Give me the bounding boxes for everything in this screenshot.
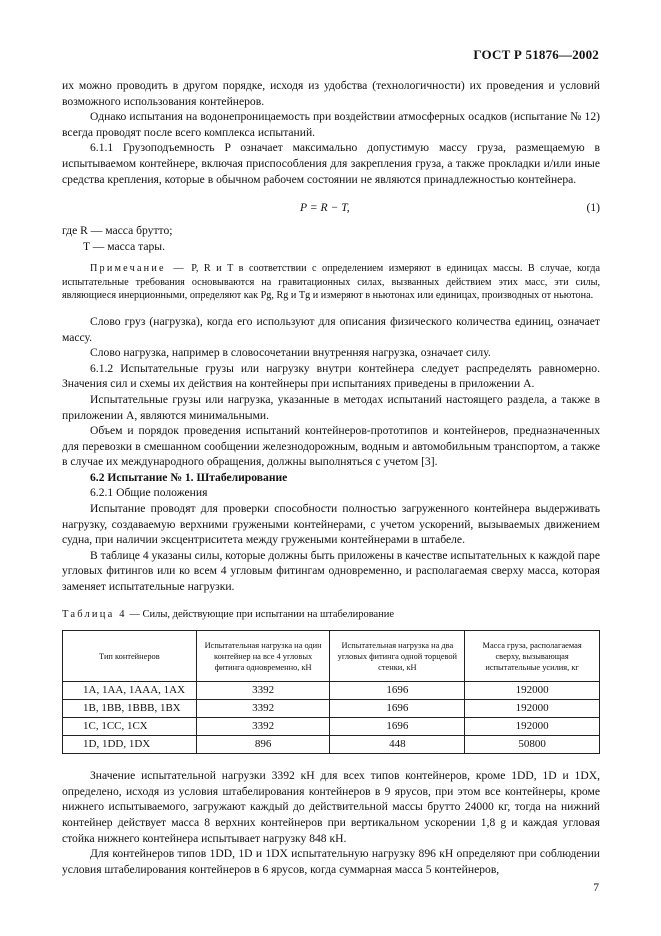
clause-6-1-1: 6.1.1 Грузоподъемность P означает максимально допустимую массу груза, размещаемую в испытываемом контейнере, включая приспособления для закрепления груза, а также прокладки и/или иные средства крепления, которые в обычном рабочем состоянии не являются принадлежностью контейнера. (62, 141, 600, 186)
note-label: Примечание — (90, 263, 186, 275)
column-header: Масса груза, располагаемая сверху, вызывающая испытательные усилия, кг (465, 631, 600, 682)
table-row (63, 736, 600, 754)
table-header-row (63, 631, 600, 682)
table-caption (62, 607, 600, 623)
paragraph: Испытание проводят для проверки способности полностью загруженного контейнера выдерживать нагрузку, создаваемую верхними гружеными контейнерами, с учетом ускорений, вызываемых движением судна, при наличии эксцентриситета между гружеными контейнерами в штабеле. (62, 502, 600, 547)
forces-table (62, 630, 600, 754)
formula-block (62, 197, 600, 219)
paragraph: Значение испытательной нагрузки 3392 кН для всех типов контейнеров, кроме 1DD, 1D и 1DX, определено, исходя из условия штабелирования контейнеров в 9 ярусов, при этом все контейнеры, кроме нижнего испытываемого, загружают каждый до действительной массы брутто 24000 кг, тогда на нижний контейнер действует масса 8 верхних контейнеров при вертикальном ускорении 1,8 g и каждая угловая стойка нижнего контейнера испытывает нагрузку 848 кН. (62, 769, 600, 845)
table-row (63, 718, 600, 736)
table-cell: 896 (196, 736, 330, 754)
paragraph: Однако испытания на водонепроницаемость при воздействии атмосферных осадков (испытание № 12) всегда проводят после всего комплекса испытаний. (62, 110, 600, 139)
note (62, 262, 600, 302)
paragraph: В таблице 4 указаны силы, которые должны быть приложены в качестве испытательных к каждой паре угловых фитингов или ко всем 4 угловым фитингам одновременно, и располагаемая сверху масса, которая заменяет испытательные нагрузки. (62, 548, 600, 594)
section-heading: 6.2 Испытание № 1. Штабелирование (90, 470, 288, 484)
standard-header: ГОСТ Р 51876—2002 (473, 47, 599, 62)
column-header: Испытательная нагрузка на два угловых фитинга одной торцевой стенки, кН (330, 631, 465, 682)
formula-legend-line: T — масса тары. (83, 239, 165, 253)
table-cell: 1D, 1DD, 1DX (63, 736, 197, 754)
table-caption-text: — Силы, действующие при испытании на штабелирование (126, 608, 395, 620)
table-row (63, 700, 600, 718)
formula-number: (1) (586, 201, 600, 215)
paragraph: Слово нагрузка, например в словосочетании внутренняя нагрузка, означает силу. (90, 346, 491, 360)
paragraph: Объем и порядок проведения испытаний контейнеров-прототипов и контейнеров, предназначенных для перевозки в смешанном сообщении железнодорожным, водным и автомобильным транспортом, а также в случае их международного обращения, должны выполняться с учетом [3]. (62, 424, 600, 469)
table-cell: 3392 (196, 700, 330, 718)
table-cell: 192000 (465, 718, 600, 736)
page-body (62, 78, 600, 877)
subsection-heading: 6.2.1 Общие положения (90, 486, 208, 500)
paragraph: Испытательные грузы или нагрузка, указанные в методах испытаний настоящего раздела, а также в приложении А, являются минимальными. (62, 392, 600, 422)
paragraph: Для контейнеров типов 1DD, 1D и 1DX испытательную нагрузку 896 кН определяют при соблюдении условия штабелирования контейнеров в 6 ярусов, когда суммарная масса 5 контейнеров, (62, 847, 600, 876)
table-cell: 1В, 1ВВ, 1ВВВ, 1ВХ (63, 700, 197, 718)
paragraph: Слово груз (нагрузка), когда его используют для описания физического количества единиц, означает массу. (62, 314, 600, 344)
column-header: Тип контейнеров (63, 631, 197, 682)
table-cell: 50800 (465, 736, 600, 754)
table-cell: 192000 (465, 700, 600, 718)
formula: P = R − T, (300, 201, 350, 215)
table-cell: 448 (330, 736, 465, 754)
table-row (63, 682, 600, 700)
table-cell: 1696 (330, 682, 465, 700)
page-number: 7 (593, 882, 599, 894)
note-text: P, R и T в соответствии с определением измеряют в единицах массы. В случае, когда испытательные требования основываются на гравитационных силах, вызванных действием этих масс, эти силы, являющиеся инерционными, определяют как Pg, Rg и Tg и измеряют в ньютонах или единицах, производных от ньютона. (62, 263, 600, 301)
table-cell: 1А, 1АА, 1ААА, 1АХ (63, 682, 197, 700)
clause-6-1-2: 6.1.2 Испытательные грузы или нагрузку внутри контейнера следует распределять равномерно. Значения сил и схемы их действия на контейнеры при испытаниях приведены в приложении А. (62, 361, 600, 391)
table-caption-label: Таблица 4 (62, 608, 127, 620)
paragraph: их можно проводить в другом порядке, исходя из удобства (технологичности) их проведения и условий возможного использования контейнеров. (62, 79, 600, 108)
table-cell: 3392 (196, 718, 330, 736)
table-cell: 192000 (465, 682, 600, 700)
formula-legend-line: где R — масса брутто; (62, 224, 173, 238)
table-cell: 1С, 1СС, 1СХ (63, 718, 197, 736)
column-header: Испытательная нагрузка на один контейнер на все 4 угловых фитинга одновременно, кН (196, 631, 330, 682)
table-cell: 1696 (330, 718, 465, 736)
table-cell: 3392 (196, 682, 330, 700)
table-cell: 1696 (330, 700, 465, 718)
